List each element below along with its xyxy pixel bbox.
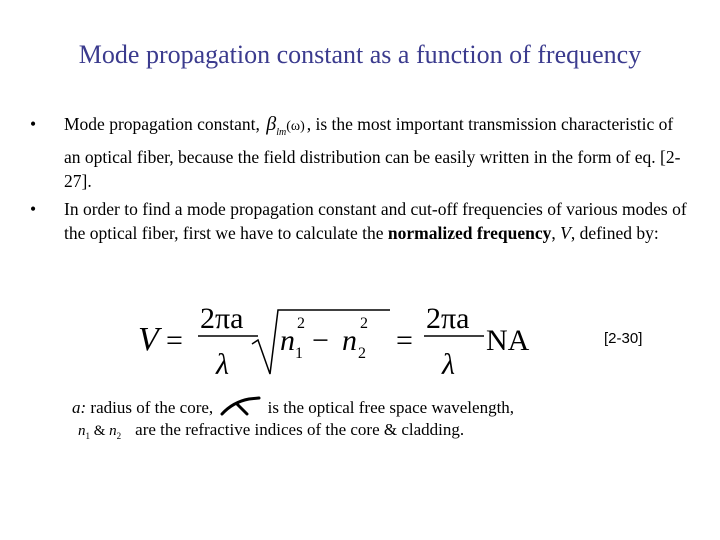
n-amp: &: [93, 423, 106, 439]
bullet-dot-icon: •: [30, 199, 37, 219]
n-text: are the refractive indices of the core & cladding.: [135, 420, 465, 439]
normalized-frequency-term: normalized frequency: [387, 223, 552, 243]
bullet-dot-icon: •: [30, 114, 37, 134]
eq-n1-sub: 1: [295, 345, 303, 362]
n1-n2-symbol: [78, 423, 121, 441]
eq-equals-1: =: [166, 324, 183, 357]
bullet-list: [30, 112, 690, 249]
bullet2-comma: ,: [551, 223, 561, 243]
bullet-normalized-frequency: [30, 197, 690, 245]
equation-reference: [2-30]: [604, 330, 643, 347]
beta-subscript: lm: [276, 127, 287, 138]
bullet1-post: , is the most important transmission characteristic of an optical fiber, because the field distribution can be easily written in the form of eq. [2-27].: [64, 114, 681, 191]
bullet2-part2: , defined by:: [570, 223, 659, 243]
beta-arg: (ω): [286, 119, 305, 134]
beta-letter: β: [266, 113, 277, 135]
eq-n2-sup: 2: [360, 315, 368, 332]
n2-sub: 2: [116, 431, 122, 441]
eq-equals-2: =: [396, 324, 413, 357]
eq-n2-sub: 2: [358, 345, 366, 362]
bullet2-part1: In order to find a mode propagation constant and cut-off frequencies of various modes of the optical fiber, first we have to calculate the: [64, 199, 687, 243]
v-variable: V: [560, 223, 571, 243]
eq-denominator-2: λ: [442, 348, 455, 381]
a-text: radius of the core,: [90, 398, 214, 417]
eq-denominator-1: λ: [216, 348, 229, 381]
eq-n1: n: [280, 324, 295, 357]
footnote-line-1: [72, 396, 514, 418]
lambda-text: is the optical free space wavelength,: [267, 398, 515, 417]
eq-V: V: [138, 321, 159, 358]
eq-NA: NA: [486, 324, 530, 357]
lambda-icon: [219, 396, 261, 416]
eq-n2: n: [342, 324, 357, 357]
n1-letter: n: [78, 423, 86, 439]
eq-n1-sup: 2: [297, 315, 305, 332]
footnote-line-2: [78, 420, 464, 441]
a-label: a:: [72, 398, 87, 417]
slide-title: Mode propagation constant as a function of frequency: [78, 40, 642, 69]
n1-sub: 1: [85, 431, 90, 441]
eq-numerator-1: 2πa: [200, 302, 244, 335]
eq-numerator-2: 2πa: [426, 302, 470, 335]
bullet-propagation-constant: [30, 112, 690, 193]
normalized-frequency-equation: [130, 292, 550, 382]
eq-minus: −: [312, 324, 329, 357]
n2-letter: n: [109, 423, 117, 439]
beta-symbol: [266, 112, 305, 145]
bullet1-pre: Mode propagation constant,: [64, 114, 260, 134]
